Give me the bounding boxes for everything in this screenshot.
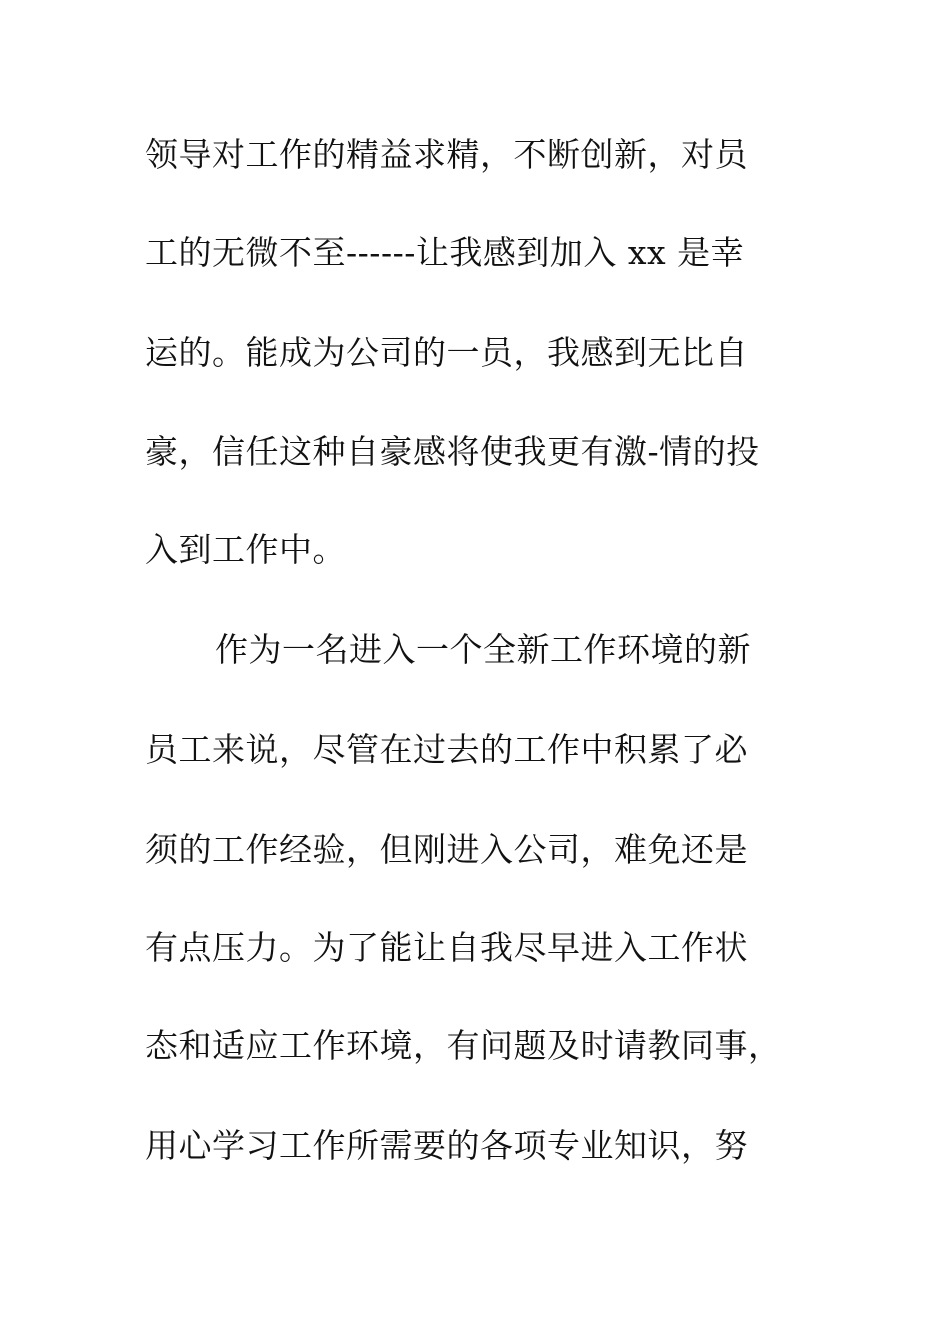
text-line: 领导对工作的精益求精，不断创新，对员 [145, 135, 748, 174]
paragraph-first-line: 作为一名进入一个全新工作环境的新 [215, 630, 751, 669]
text-line: 员工来说，尽管在过去的工作中积累了必 [145, 730, 748, 769]
text-line: 运的。能成为公司的一员，我感到无比自 [145, 333, 748, 372]
text-line: 态和适应工作环境，有问题及时请教同事， [145, 1026, 782, 1065]
text-line: 入到工作中。 [145, 530, 346, 569]
text-line: 须的工作经验，但刚进入公司，难免还是 [145, 830, 748, 869]
text-line: 豪，信任这种自豪感将使我更有激-情的投 [145, 432, 760, 471]
text-line: 工的无微不至------让我感到加入 xx 是幸 [145, 233, 745, 272]
text-line: 有点压力。为了能让自我尽早进入工作状 [145, 928, 748, 967]
text-line: 用心学习工作所需要的各项专业知识，努 [145, 1126, 748, 1165]
